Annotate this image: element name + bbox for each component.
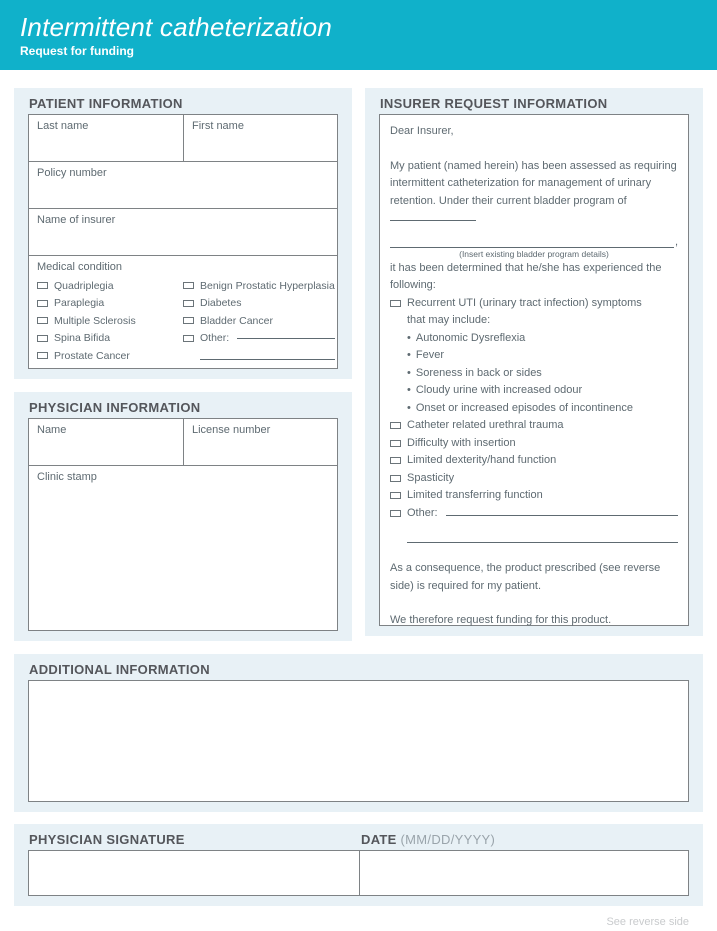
condition-label: Quadriplegia — [54, 279, 114, 292]
left-column — [14, 88, 352, 641]
checklist-option-label: Limited dexterity/hand function — [407, 454, 557, 466]
checklist-option-label: Difficulty with insertion — [407, 436, 516, 449]
condition-label: Multiple Sclerosis — [54, 314, 136, 327]
page-subtitle: Request for funding — [20, 44, 134, 58]
license-number-field[interactable] — [183, 419, 337, 465]
symptom-label: Onset or increased episodes of incontinence — [415, 401, 633, 414]
physician-name-label: Name — [37, 424, 67, 436]
right-column — [365, 88, 703, 641]
condition-other-blank[interactable] — [237, 338, 335, 339]
checklist-option[interactable] — [390, 470, 678, 488]
condition-label: Spina Bifida — [54, 332, 111, 345]
blank-suffix: , — [674, 235, 678, 248]
bullet-icon: • — [407, 384, 411, 396]
checkbox-icon[interactable] — [183, 335, 194, 342]
checkbox-icon[interactable] — [390, 440, 401, 447]
additional-information-field[interactable] — [28, 680, 689, 802]
symptom-label: Autonomic Dysreflexia — [415, 331, 526, 344]
physician-signature-field[interactable] — [29, 851, 360, 895]
checkbox-icon[interactable] — [390, 300, 401, 307]
symptom-bullet-item — [390, 382, 678, 400]
additional-information-section — [14, 654, 703, 812]
physician-information-heading: PHYSICIAN INFORMATION — [29, 400, 201, 415]
symptom-bullet-item — [390, 365, 678, 383]
checkbox-icon[interactable] — [390, 457, 401, 464]
checkbox-icon[interactable] — [390, 475, 401, 482]
checklist-option[interactable] — [390, 417, 678, 435]
bullet-icon: • — [407, 401, 411, 414]
checkbox-icon[interactable] — [37, 282, 48, 289]
condition-other-label: Other: — [200, 332, 230, 345]
condition-other-blank-2[interactable] — [200, 347, 335, 360]
physician-name-field[interactable] — [29, 419, 183, 465]
symptom-label: Fever — [415, 349, 444, 361]
condition-option[interactable] — [37, 295, 183, 313]
bladder-program-blank-2[interactable] — [390, 237, 678, 248]
checklist-option-other[interactable] — [390, 505, 678, 523]
symptom-bullet-item — [390, 330, 678, 348]
checklist-option-label: Catheter related urethral trauma — [407, 419, 564, 431]
letter-paragraph-2: it has been determined that he/she has experienced the following: — [390, 261, 662, 291]
condition-option[interactable] — [183, 312, 335, 330]
date-label: DATE — [361, 832, 397, 847]
see-reverse-side-note: See reverse side — [606, 916, 689, 928]
checkbox-icon[interactable] — [390, 492, 401, 499]
symptom-label: Cloudy urine with increased odour — [415, 384, 583, 396]
bullet-icon: • — [407, 331, 411, 344]
condition-label: Bladder Cancer — [200, 314, 273, 327]
checklist-option-label: Limited transferring function — [407, 489, 543, 501]
signature-box — [28, 850, 689, 896]
signature-section — [14, 824, 703, 906]
form-header — [0, 0, 717, 70]
checkbox-icon[interactable] — [37, 352, 48, 359]
condition-option[interactable] — [37, 277, 183, 295]
conditions-right-list — [183, 277, 335, 365]
name-of-insurer-field[interactable] — [29, 209, 337, 255]
bullet-icon: • — [407, 366, 411, 379]
first-name-field[interactable] — [183, 115, 337, 161]
checkbox-icon[interactable] — [183, 317, 194, 324]
condition-label: Prostate Cancer — [54, 349, 130, 362]
checklist-other-label: Other: — [407, 506, 438, 519]
clinic-stamp-field[interactable] — [29, 466, 337, 630]
condition-option[interactable] — [37, 330, 183, 348]
checkbox-icon[interactable] — [390, 510, 401, 517]
condition-option[interactable] — [183, 277, 335, 295]
clinic-stamp-label: Clinic stamp — [37, 471, 97, 483]
symptom-label: Soreness in back or sides — [415, 366, 542, 379]
checklist-rest — [390, 417, 678, 505]
form-content — [0, 70, 717, 928]
checkbox-icon[interactable] — [390, 422, 401, 429]
checklist-uti-sublabel: that may include: — [407, 314, 491, 326]
symptom-bullet-item — [390, 400, 678, 418]
additional-information-heading: ADDITIONAL INFORMATION — [29, 662, 210, 677]
medical-condition-label: Medical condition — [37, 261, 122, 273]
patient-information-box — [28, 114, 338, 369]
physician-information-section — [14, 392, 352, 641]
first-name-label: First name — [192, 120, 244, 132]
checklist-option[interactable] — [390, 452, 678, 470]
physician-signature-heading: PHYSICIAN SIGNATURE — [29, 832, 185, 847]
date-field[interactable] — [360, 851, 688, 895]
last-name-field[interactable] — [29, 115, 183, 161]
checklist-other-blank-2[interactable] — [407, 530, 678, 543]
condition-option-other[interactable] — [183, 330, 335, 348]
checklist-option-label: Spasticity — [407, 471, 455, 484]
conditions-left-list — [37, 277, 183, 365]
checklist-option[interactable] — [390, 487, 678, 505]
checkbox-icon[interactable] — [183, 300, 194, 307]
checklist-option-uti[interactable] — [390, 295, 678, 313]
policy-number-label: Policy number — [37, 167, 107, 179]
page-title: Intermittent catheterization — [20, 12, 332, 42]
condition-label: Benign Prostatic Hyperplasia — [200, 279, 335, 292]
date-heading — [360, 831, 495, 850]
blank-underline[interactable] — [390, 238, 674, 248]
checkbox-icon[interactable] — [183, 282, 194, 289]
checklist-option[interactable] — [390, 435, 678, 453]
date-format-hint: (MM/DD/YYYY) — [400, 832, 496, 847]
checklist-other-blank[interactable] — [446, 515, 678, 516]
medical-condition-field — [29, 256, 343, 368]
checkbox-icon[interactable] — [37, 300, 48, 307]
checkbox-icon[interactable] — [37, 335, 48, 342]
insurer-request-heading: INSURER REQUEST INFORMATION — [380, 96, 608, 111]
last-name-label: Last name — [37, 120, 89, 132]
bullet-icon: • — [407, 349, 411, 361]
condition-option[interactable] — [37, 347, 183, 365]
blank-caption: (Insert existing bladder program details) — [459, 248, 609, 259]
symptom-bullet-item — [390, 347, 678, 365]
patient-information-section — [14, 88, 352, 379]
conditions-right-items — [183, 277, 335, 330]
insurer-request-section — [365, 88, 703, 636]
patient-information-heading: PATIENT INFORMATION — [29, 96, 183, 111]
bladder-program-blank[interactable] — [390, 211, 476, 221]
letter-closing-2: We therefore request funding for this product. — [390, 614, 612, 626]
condition-option[interactable] — [183, 295, 335, 313]
condition-option[interactable] — [37, 312, 183, 330]
physician-information-box — [28, 418, 338, 631]
insurer-letter-box — [379, 114, 689, 626]
policy-number-field[interactable] — [29, 162, 337, 208]
letter-salutation: Dear Insurer, — [390, 125, 454, 137]
letter-paragraph-1: My patient (named herein) has been assessed as requiring intermittent catheterization for management of urinary retention. Under their current bladder program of — [390, 158, 678, 228]
letter-closing-1: As a consequence, the product prescribed (see reverse side) is required for my patient. — [390, 562, 661, 592]
condition-label: Paraplegia — [54, 297, 105, 310]
name-of-insurer-label: Name of insurer — [37, 214, 116, 226]
checklist-uti-label: Recurrent UTI (urinary tract infection) symptoms — [407, 296, 642, 309]
uti-symptoms-list — [390, 330, 678, 418]
condition-label: Diabetes — [200, 297, 242, 310]
checkbox-icon[interactable] — [37, 317, 48, 324]
license-number-label: License number — [192, 424, 271, 436]
